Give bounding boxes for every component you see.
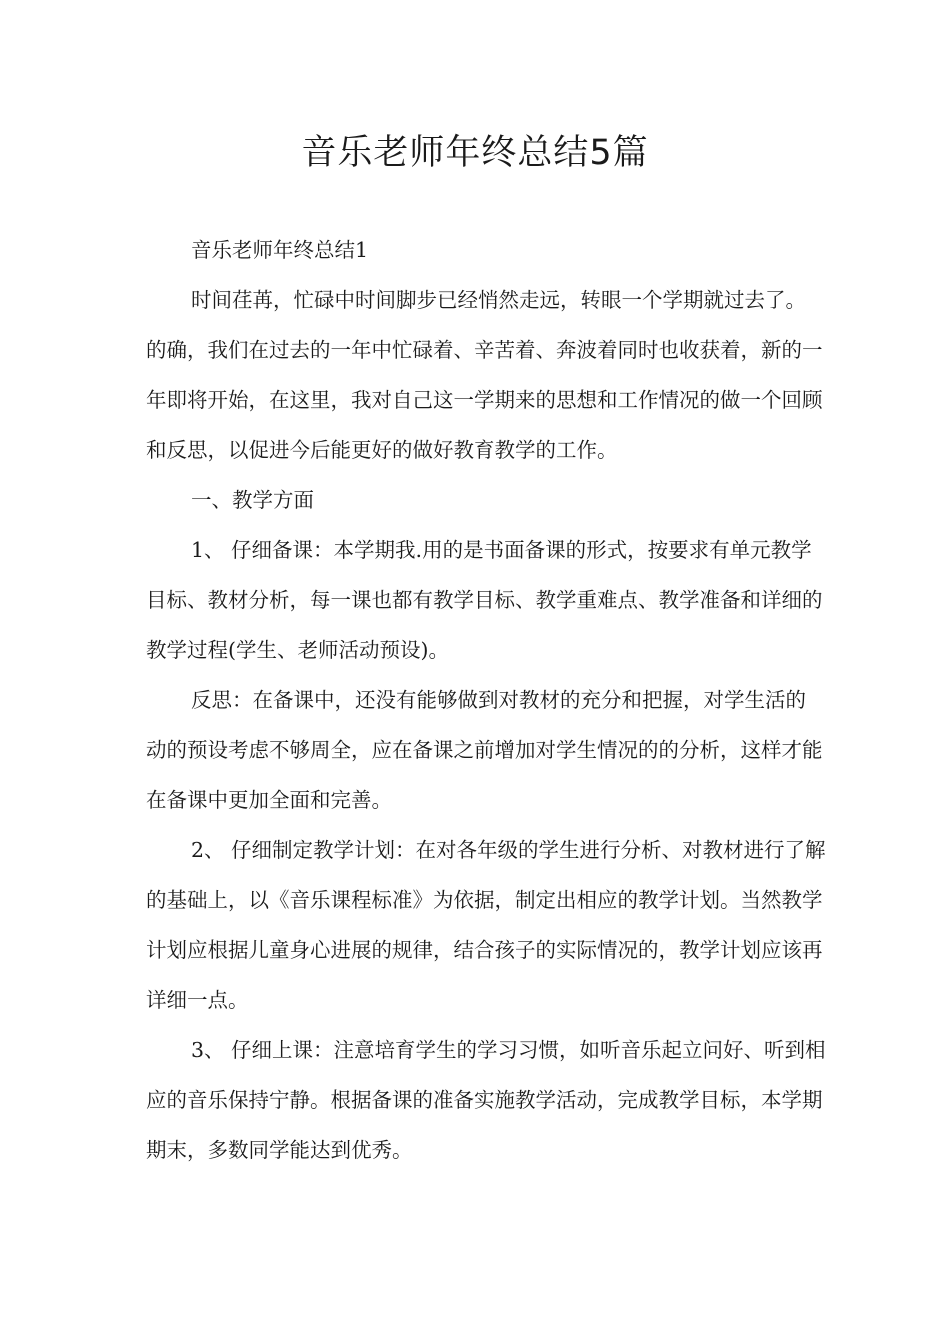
subsection-heading: 一、教学方面 <box>191 488 314 512</box>
list-item-3: 3、 仔细上课：注意培育学生的学习习惯，如听音乐起立问好、听到相应的音乐保持宁静。根据备课的准备实施教学活动，完成教学目标，本学期期末，多数同学能达到优秀。 <box>146 1038 826 1162</box>
document-title: 音乐老师年终总结5篇 <box>301 133 649 173</box>
list-item-1: 1、 仔细备课：本学期我.用的是书面备课的形式，按要求有单元教学目标、教材分析，每一课也都有教学目标、教学重难点、教学准备和详细的教学过程(学生、老师活动预设)。 <box>146 538 823 662</box>
intro-paragraph: 时间荏苒，忙碌中时间脚步已经悄然走远，转眼一个学期就过去了。的确，我们在过去的一年中忙碌着、辛苦着、奔波着同时也收获着，新的一年即将开始，在这里，我对自己这一学期来的思想和工作情况的做一个回顾和反思，以促进今后能更好的做好教育教学的工作。 <box>146 288 823 462</box>
list-item-2: 2、 仔细制定教学计划：在对各年级的学生进行分析、对教材进行了解的基础上，以《音乐课程标准》为依据，制定出相应的教学计划。当然教学计划应根据儿童身心进展的规律，结合孩子的实际情况的，教学计划应该再详细一点。 <box>146 838 826 1012</box>
document-body <box>146 225 826 1175</box>
section-heading: 音乐老师年终总结1 <box>191 238 369 262</box>
reflection-paragraph: 反思：在备课中，还没有能够做到对教材的充分和把握，对学生活的动的预设考虑不够周全，应在备课之前增加对学生情况的的分析，这样才能在备课中更加全面和完善。 <box>146 688 823 812</box>
